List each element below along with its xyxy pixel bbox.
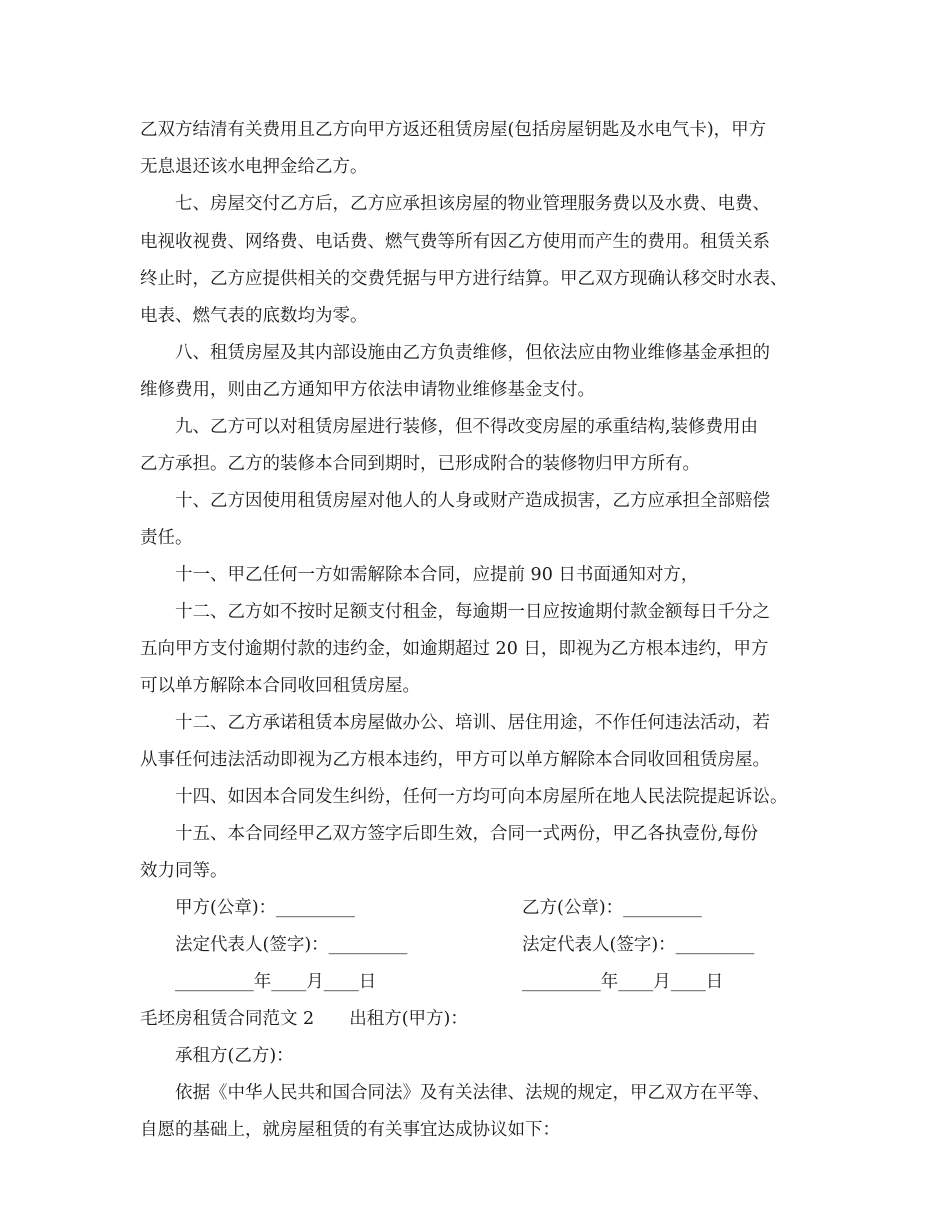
body-line: 维修费用，则由乙方通知甲方依法申请物业维修基金支付。 xyxy=(140,380,595,400)
intro-line: 依据《中华人民共和国合同法》及有关法律、法规的规定，甲乙双方在平等、 xyxy=(175,1083,770,1103)
party-a-date: _________年____月____日 xyxy=(175,972,377,992)
party-a-representative: 法定代表人(签字)：_________ xyxy=(175,935,408,955)
party-a-seal: 甲方(公章)：_________ xyxy=(175,898,355,918)
party-b-seal: 乙方(公章)：_________ xyxy=(522,898,702,918)
body-line: 无息退还该水电押金给乙方。 xyxy=(140,157,368,177)
body-line: 电视收视费、网络费、电话费、燃气费等所有因乙方使用而产生的费用。租赁关系 xyxy=(140,232,770,252)
clause-8-line: 八、租赁房屋及其内部设施由乙方负责维修，但依法应由物业维修基金承担的 xyxy=(175,343,770,363)
clause-11-line: 十一、甲乙任何一方如需解除本合同，应提前 90 日书面通知对方， xyxy=(175,565,699,585)
clause-9-line: 九、乙方可以对租赁房屋进行装修，但不得改变房屋的承重结构,装修费用由 xyxy=(175,417,759,437)
clause-13-line: 十二、乙方承诺租赁本房屋做办公、培训、居住用途，不作任何违法活动，若 xyxy=(175,713,770,733)
party-b-representative: 法定代表人(签字)：_________ xyxy=(522,935,755,955)
clause-7-line: 七、房屋交付乙方后，乙方应承担该房屋的物业管理服务费以及水费、电费、 xyxy=(175,194,770,214)
body-line: 乙双方结清有关费用且乙方向甲方返还租赁房屋(包括房屋钥匙及水电气卡)，甲方 xyxy=(140,120,767,140)
body-line: 电表、燃气表的底数均为零。 xyxy=(140,306,368,326)
clause-12-line: 十二、乙方如不按时足额支付租金，每逾期一日应按逾期付款金额每日千分之 xyxy=(175,602,770,622)
body-line: 可以单方解除本合同收回租赁房屋。 xyxy=(140,676,420,696)
lessee-line: 承租方(乙方)： xyxy=(175,1046,294,1066)
body-line: 责任。 xyxy=(140,528,193,548)
intro-line: 自愿的基础上，就房屋租赁的有关事宜达成协议如下： xyxy=(140,1120,560,1140)
body-line: 五向甲方支付逾期付款的违约金，如逾期超过 20 日，即视为乙方根本违约，甲方 xyxy=(140,639,769,659)
clause-14-line: 十四、如因本合同发生纠纷，任何一方均可向本房屋所在地人民法院提起诉讼。 xyxy=(175,787,788,807)
body-line: 从事任何违法活动即视为乙方根本违约，甲方可以单方解除本合同收回租赁房屋。 xyxy=(140,750,770,770)
clause-10-line: 十、乙方因使用租赁房屋对他人的人身或财产造成损害，乙方应承担全部赔偿 xyxy=(175,491,770,511)
party-b-date: _________年____月____日 xyxy=(522,972,724,992)
body-line: 乙方承担。乙方的装修本合同到期时，已形成附合的装修物归甲方所有。 xyxy=(140,454,700,474)
next-contract-title: 毛坯房租赁合同范文 2 出租方(甲方)： xyxy=(140,1009,468,1029)
clause-15-line: 十五、本合同经甲乙双方签字后即生效，合同一式两份，甲乙各执壹份,每份 xyxy=(175,824,759,844)
body-line: 效力同等。 xyxy=(140,861,228,881)
body-line: 终止时，乙方应提供相关的交费凭据与甲方进行结算。甲乙双方现确认移交时水表、 xyxy=(140,269,788,289)
